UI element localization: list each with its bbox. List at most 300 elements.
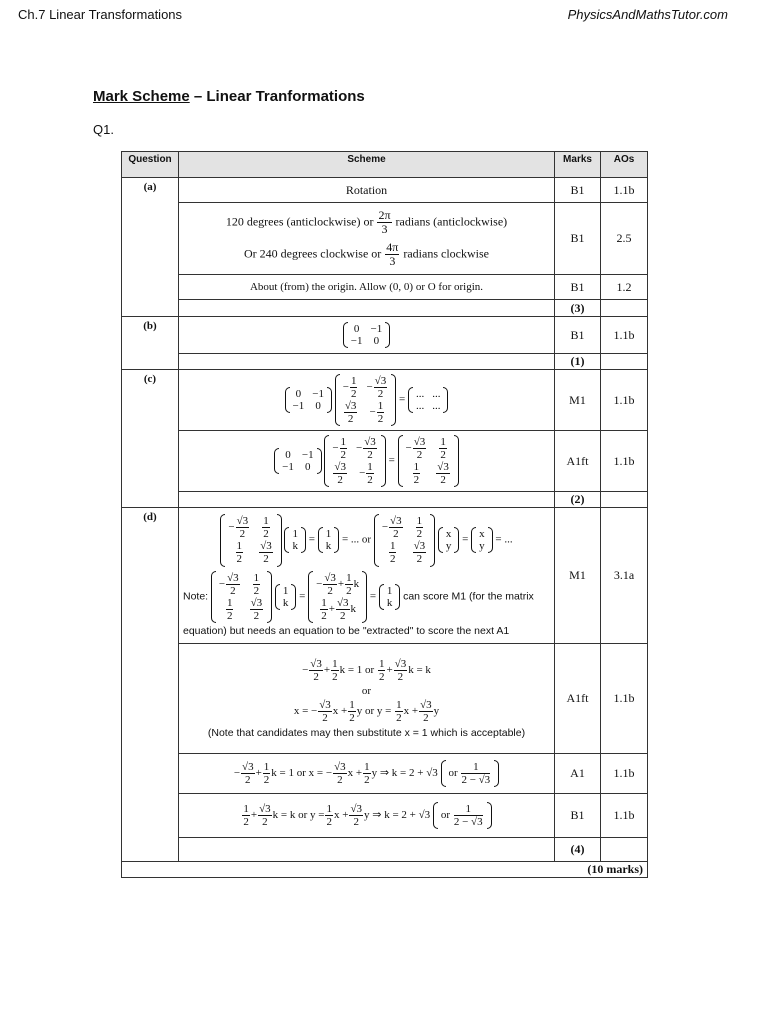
minus-sign: − <box>218 577 226 590</box>
frac-num: 1 <box>263 515 269 528</box>
a2-line2-tail: radians clockwise <box>403 245 489 260</box>
frac-den: 2 <box>416 448 423 461</box>
frac-den: 2 <box>332 670 338 683</box>
fraction <box>377 209 391 236</box>
fraction <box>259 540 273 565</box>
ao-b1: 1.1b <box>601 317 648 354</box>
fraction <box>340 436 348 461</box>
frac-num: √3 <box>324 571 336 584</box>
table-row <box>122 354 648 370</box>
part-b-label: (b) <box>122 317 179 370</box>
minus-sign: − <box>366 380 373 393</box>
vector-entry: 1 <box>325 528 332 541</box>
frac-num: √3 <box>390 515 402 528</box>
minus-sign: − <box>381 521 389 534</box>
mark-d3: A1 <box>555 754 601 794</box>
blank-cell <box>601 492 648 508</box>
fraction <box>242 803 250 828</box>
matrix-entry: 0 <box>304 461 311 473</box>
fraction <box>345 572 353 597</box>
fraction <box>377 400 385 425</box>
fraction <box>333 761 347 786</box>
fraction <box>363 436 377 461</box>
frac-num: √3 <box>227 571 239 584</box>
mark-a2: B1 <box>555 203 601 275</box>
matrix <box>285 387 332 413</box>
mark-d1: M1 <box>555 508 601 644</box>
frac-num: 1 <box>236 540 243 553</box>
total-a: (3) <box>555 300 601 317</box>
blank-cell <box>179 838 555 862</box>
fraction <box>241 761 255 786</box>
vector-entry: k <box>292 540 298 553</box>
frac-den: 2 <box>440 448 446 461</box>
matrix <box>211 571 272 623</box>
frac-num: √3 <box>242 760 254 773</box>
frac-den: 2 <box>339 609 346 622</box>
table-row <box>122 203 648 275</box>
d4-x-tail: x + <box>333 809 349 822</box>
var-k: k <box>353 577 360 590</box>
vector-entry: k <box>325 540 332 553</box>
fraction <box>413 461 421 486</box>
minus-sign: − <box>302 663 309 676</box>
frac-num: 1 <box>332 657 338 670</box>
table-row <box>122 838 648 862</box>
eq-tail: = ... or <box>341 533 372 546</box>
frac-num: 1 <box>378 657 385 670</box>
frac-den: 2 <box>340 448 347 461</box>
frac-num: 1 <box>226 596 233 609</box>
frac-num: 1 <box>349 699 355 711</box>
vector-entry: 1 <box>386 584 393 597</box>
frac-den: 2 <box>321 609 327 622</box>
frac-num: 1 <box>243 802 249 815</box>
frac-num: √3 <box>420 699 432 711</box>
frac-den: 2 − √3 <box>453 816 483 828</box>
fraction <box>226 572 240 597</box>
matrix-entry: 0 <box>373 335 380 347</box>
matrix-entry: ... <box>415 388 425 400</box>
fraction <box>395 699 403 724</box>
blank-cell <box>179 300 555 317</box>
frac-num: √3 <box>319 699 331 711</box>
frac-num: √3 <box>259 802 271 815</box>
fraction <box>336 597 350 622</box>
equals-sign: = <box>462 533 469 546</box>
frac-den: 2 <box>262 816 268 828</box>
table-row <box>122 754 648 794</box>
minus-sign: − <box>356 441 363 454</box>
fraction <box>363 761 371 786</box>
fraction <box>344 400 358 425</box>
blank-cell <box>601 354 648 370</box>
frac-num: √3 <box>394 657 407 670</box>
vector-entry: 1 <box>282 584 289 597</box>
header-aos: AOs <box>601 152 648 178</box>
frac-den: 2 <box>377 387 384 400</box>
frac-den: 2 <box>230 584 236 597</box>
table-row <box>122 178 648 203</box>
a2-line2-text: Or 240 degrees clockwise or <box>244 245 382 260</box>
scheme-c2 <box>179 431 555 492</box>
scheme-d4: $\frac{1}{2}$ + $\frac{√3}{2}$ k = k or y = $\frac{1}{2}$ x + $\frac{√3}{2}$ y ⇒ k = 2 + √3 or $\frac{1}{2 - √3}$ <box>179 794 555 838</box>
mark-c1: M1 <box>555 370 601 431</box>
matrix-entry: −1 <box>292 400 305 412</box>
fraction <box>439 436 447 461</box>
matrix <box>408 387 449 413</box>
d2-or: or <box>361 685 372 697</box>
vector-entry: x <box>479 528 485 541</box>
frac-den: 3 <box>389 253 396 268</box>
var-y: y <box>433 705 440 718</box>
d2-x-tail: x + <box>403 705 419 718</box>
scheme-d3: − $\frac{√3}{2}$ + $\frac{1}{2}$ k = 1 or x = − $\frac{√3}{2}$ x + $\frac{1}{2}$ y ⇒ k = 2 + √3 or $\frac{1}{2 - √3}$ <box>179 754 555 794</box>
frac-den: 2 <box>239 528 246 541</box>
frac-num: √3 <box>334 461 346 473</box>
frac-den: 2 <box>378 670 385 683</box>
page-title <box>93 88 365 105</box>
title-underlined: Mark Scheme <box>93 88 190 105</box>
d4-text2: y ⇒ k = 2 + √3 <box>364 809 431 822</box>
matrix <box>274 448 321 474</box>
var-k: k <box>350 602 357 615</box>
matrix: − $\frac{√3}{2}$ + $\frac{1}{2}$ k $\frac{1}{2}$ + $\frac{√3}{2}$ k <box>308 571 367 623</box>
fraction <box>349 803 363 828</box>
d2-x-tail: x + <box>332 705 348 718</box>
fraction <box>348 699 356 724</box>
table-row <box>122 317 648 354</box>
grand-total: (10 marks) <box>122 862 648 878</box>
scheme-a3: About (from) the origin. Allow (0, 0) or O for origin. <box>179 275 555 300</box>
total-b: (1) <box>555 354 601 370</box>
header-site: PhysicsAndMathsTutor.com <box>567 7 728 22</box>
vector <box>379 584 401 610</box>
frac-num: √3 <box>260 540 272 553</box>
part-a-label: (a) <box>122 178 179 317</box>
fraction <box>262 515 270 540</box>
fraction <box>416 515 424 540</box>
frac-num: √3 <box>334 760 346 773</box>
frac-num: 1 <box>340 435 347 448</box>
ao-d3: 1.1b <box>601 754 648 794</box>
matrix <box>398 435 459 487</box>
total-d: (4) <box>555 838 601 862</box>
frac-num: √3 <box>250 596 263 609</box>
matrix <box>343 322 390 348</box>
vector <box>318 527 340 553</box>
frac-den: 2 <box>389 553 396 566</box>
frac-den: 2 <box>393 528 399 541</box>
a2-line1-text: 120 degrees (anticlockwise) or <box>225 214 374 229</box>
fraction <box>236 540 244 565</box>
vector-entry: k <box>386 596 393 609</box>
minus-sign: − <box>342 380 349 393</box>
frac-num: 1 <box>321 596 327 609</box>
mark-scheme-table <box>121 151 648 878</box>
frac-num: √3 <box>350 802 362 815</box>
ao-a1: 1.1b <box>601 178 648 203</box>
vector <box>438 527 460 553</box>
blank-cell <box>179 492 555 508</box>
frac-den: 2 <box>326 816 332 828</box>
table-header-row <box>122 152 648 178</box>
matrix-entry: −1 <box>301 449 314 461</box>
header-question: Question <box>122 152 179 178</box>
frac-num: 1 <box>364 760 370 773</box>
frac-den: 2 <box>253 584 260 597</box>
vector <box>284 527 306 553</box>
fraction <box>236 515 250 540</box>
fraction <box>318 699 332 724</box>
bracket-group <box>433 802 492 829</box>
matrix-entry: ... <box>415 400 425 412</box>
fraction <box>454 803 483 828</box>
fraction <box>374 375 388 400</box>
frac-den: 2 <box>396 712 402 725</box>
equals-sign: = <box>308 533 315 546</box>
d4-text1: k = k or y = <box>272 809 325 822</box>
fraction <box>366 461 374 486</box>
matrix-entry: 0 <box>353 323 360 335</box>
frac-num: √3 <box>236 515 249 528</box>
note-tail: can score M1 (for the matrix <box>403 590 534 603</box>
equals-sign: = <box>299 590 306 603</box>
frac-num: 1 <box>389 540 396 553</box>
note-label: Note: <box>183 590 209 603</box>
matrix-entry: −1 <box>282 461 294 473</box>
fraction <box>331 658 339 683</box>
frac-den: 2 <box>263 553 269 566</box>
fraction <box>385 241 399 268</box>
mark-d4: B1 <box>555 794 601 838</box>
eq-tail: = ... <box>495 533 513 546</box>
title-rest: – Linear Tranformations <box>189 88 365 105</box>
frac-num: 1 <box>440 435 446 448</box>
equals-sign: = <box>369 590 377 603</box>
scheme-a2 <box>179 203 555 275</box>
minus-sign: − <box>316 577 323 590</box>
frac-den: 2 <box>322 712 328 725</box>
note-line2: equation) but needs an equation to be "extracted" to score the next A1 <box>183 624 510 637</box>
blank-cell <box>179 354 555 370</box>
frac-den: 2 <box>397 670 404 683</box>
matrix <box>335 374 396 426</box>
frac-den: 2 <box>416 553 423 566</box>
minus-sign: − <box>332 441 339 454</box>
matrix-entry: ... <box>432 388 441 400</box>
fraction <box>323 572 337 597</box>
d2-y-part: y or y = <box>356 705 392 718</box>
frac-num: 1 <box>263 760 270 773</box>
d2-eq2: k = k <box>408 663 431 676</box>
ao-d1: 3.1a <box>601 508 648 644</box>
frac-den: 2 <box>337 774 343 786</box>
frac-den: 2 <box>416 528 423 541</box>
vector-entry: x <box>445 528 452 541</box>
mark-c2: A1ft <box>555 431 601 492</box>
vector <box>275 584 297 610</box>
frac-num: √3 <box>336 596 349 609</box>
frac-num: √3 <box>437 461 449 473</box>
frac-num: 1 <box>350 374 357 387</box>
table-row <box>122 370 648 431</box>
frac-num: 1 <box>346 571 352 584</box>
d2-note: (Note that candidates may then substitute x = 1 which is acceptable) <box>207 727 526 740</box>
frac-num: 1 <box>367 461 373 473</box>
frac-num: √3 <box>413 435 426 448</box>
d4-or: or <box>440 809 451 822</box>
scheme-b1 <box>179 317 555 354</box>
mark-a3: B1 <box>555 275 601 300</box>
frac-den: 2 <box>226 609 233 622</box>
matrix-entry: ... <box>432 400 441 412</box>
fraction <box>436 461 450 486</box>
scheme-c1 <box>179 370 555 431</box>
table-row <box>122 508 648 644</box>
frac-den: 2 <box>440 474 446 487</box>
fraction <box>258 803 272 828</box>
d3-x-tail: x + <box>347 767 363 780</box>
frac-num: 1 <box>413 461 420 473</box>
fraction <box>394 658 408 683</box>
frac-num: 1 <box>253 571 260 584</box>
frac-den: 2 <box>327 584 333 597</box>
minus-sign: − <box>359 467 366 480</box>
d3-or: or <box>448 767 458 780</box>
vector-entry: k <box>282 596 289 609</box>
frac-den: 2 <box>423 712 429 725</box>
frac-den: 2 <box>349 712 355 725</box>
fraction <box>309 658 323 683</box>
scheme-d2: − $\frac{√3}{2}$ + $\frac{1}{2}$ k = 1 or $\frac{1}{2}$ + $\frac{√3}{2}$ k = k or x = − $\frac{√3}{2}$ x + $\frac{1}{2}$ y or y = $\frac{1}{2}$ x + $\frac{√3}{2}$ y (Note that candidates may then substitute x = 1 which is acceptable) <box>179 644 555 754</box>
matrix <box>374 514 435 566</box>
fraction <box>320 597 328 622</box>
frac-num: 1 <box>416 515 423 528</box>
frac-den: 2 <box>236 553 243 566</box>
matrix-entry: −1 <box>350 335 363 347</box>
matrix <box>324 435 385 487</box>
frac-den: 2 <box>413 474 420 487</box>
frac-num: √3 <box>310 657 322 670</box>
header-chapter: Ch.7 Linear Transformations <box>18 7 183 22</box>
fraction <box>413 436 427 461</box>
d2-x-eq: x = − <box>293 705 318 718</box>
ao-c1: 1.1b <box>601 370 648 431</box>
minus-sign: − <box>233 767 241 780</box>
vector-entry: y <box>445 540 452 553</box>
ao-a2: 2.5 <box>601 203 648 275</box>
equals-sign: = <box>388 454 395 467</box>
frac-den: 3 <box>381 222 388 237</box>
frac-num: √3 <box>364 435 376 448</box>
table-row <box>122 492 648 508</box>
frac-num: √3 <box>374 374 387 387</box>
fraction <box>350 375 358 400</box>
frac-num: 2π <box>378 208 391 223</box>
frac-den: 2 <box>243 816 249 828</box>
frac-den: 2 <box>245 774 251 786</box>
d3-text1: k = 1 or x = − <box>271 767 333 780</box>
minus-sign: − <box>405 441 412 454</box>
fraction <box>253 572 261 597</box>
fraction <box>325 803 333 828</box>
d3-text2: y ⇒ k = 2 + √3 <box>371 767 438 780</box>
fraction <box>263 761 271 786</box>
fraction <box>378 658 386 683</box>
fraction <box>419 699 433 724</box>
frac-den: 2 <box>337 474 343 487</box>
vector <box>471 527 493 553</box>
total-c: (2) <box>555 492 601 508</box>
frac-den: 2 <box>353 816 359 828</box>
ao-c2: 1.1b <box>601 431 648 492</box>
frac-den: 2 <box>253 609 260 622</box>
frac-den: 2 <box>350 387 357 400</box>
matrix <box>220 514 281 566</box>
frac-den: 2 <box>346 584 352 597</box>
table-row <box>122 862 648 878</box>
fraction <box>389 515 403 540</box>
frac-den: 2 <box>347 413 354 426</box>
equals-sign: = <box>398 393 406 406</box>
fraction <box>461 761 490 786</box>
frac-den: 2 <box>377 413 384 426</box>
fraction <box>226 597 234 622</box>
frac-num: 1 <box>326 802 332 815</box>
scheme-a1: Rotation <box>179 178 555 203</box>
header-marks: Marks <box>555 152 601 178</box>
frac-num: 1 <box>461 761 490 774</box>
part-c-label: (c) <box>122 370 179 508</box>
mark-d2: A1ft <box>555 644 601 754</box>
question-label: Q1. <box>93 122 114 137</box>
table-row <box>122 794 648 838</box>
frac-num: √3 <box>413 540 426 553</box>
frac-num: √3 <box>344 400 357 412</box>
vector-entry: 1 <box>292 528 298 541</box>
frac-num: 1 <box>454 803 483 816</box>
fraction <box>413 540 427 565</box>
matrix-entry: −1 <box>312 388 324 400</box>
matrix-entry: 0 <box>295 388 302 400</box>
frac-den: 2 <box>313 670 319 683</box>
fraction <box>250 597 264 622</box>
minus-sign: − <box>228 521 235 534</box>
a2-line1-tail: radians (anticlockwise) <box>395 214 508 229</box>
frac-den: 2 <box>367 448 373 461</box>
table-row <box>122 275 648 300</box>
frac-den: 2 <box>263 774 270 786</box>
scheme-d1 <box>179 508 555 644</box>
matrix-entry: 0 <box>315 400 321 412</box>
frac-den: 2 <box>364 774 370 786</box>
minus-sign: − <box>369 406 376 419</box>
frac-num: 1 <box>396 699 402 711</box>
vector-entry: y <box>479 540 485 553</box>
ao-a3: 1.2 <box>601 275 648 300</box>
frac-num: 4π <box>386 239 399 254</box>
frac-den: 2 <box>367 474 373 487</box>
ao-d2: 1.1b <box>601 644 648 754</box>
blank-cell <box>601 300 648 317</box>
part-d-label: (d) <box>122 508 179 862</box>
ao-d4: 1.1b <box>601 794 648 838</box>
mark-b1: B1 <box>555 317 601 354</box>
matrix-entry: −1 <box>370 323 383 335</box>
matrix-entry: 0 <box>285 449 291 461</box>
table-row <box>122 300 648 317</box>
